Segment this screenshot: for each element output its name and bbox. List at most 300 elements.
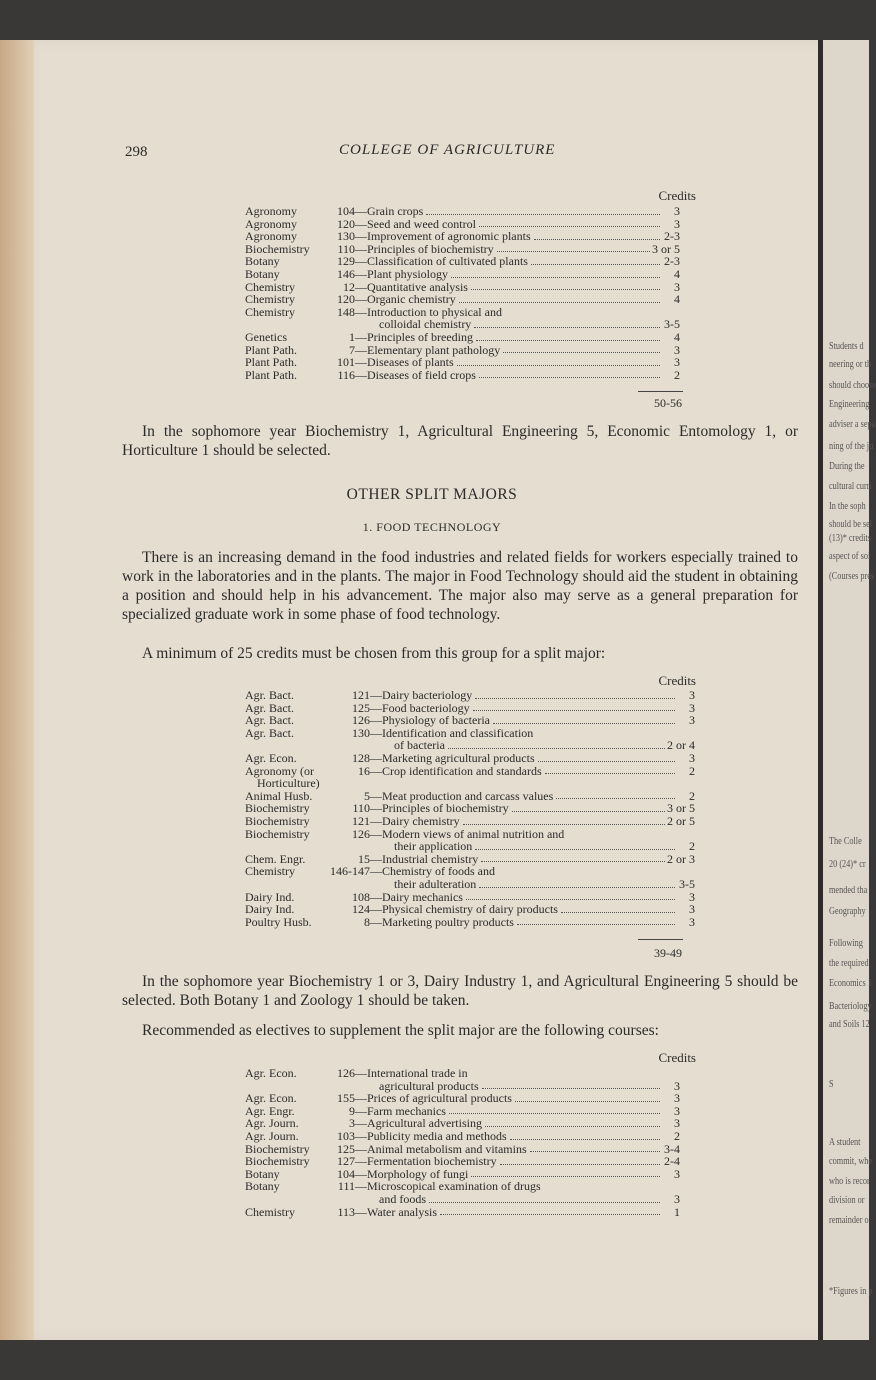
course-number-cell: 155— [337, 1091, 367, 1106]
course-row [245, 1067, 680, 1092]
course-title-continued: agricultural products [379, 1078, 479, 1093]
dot-leader [473, 710, 675, 711]
course-number: 120 [337, 292, 355, 307]
course-credits: 4 [674, 292, 680, 307]
course-credits: 3 [674, 1191, 680, 1206]
course-table-3 [245, 1067, 680, 1218]
department-text: Agronomy [245, 216, 297, 231]
adjacent-page-fragment: Bacteriology [829, 1000, 872, 1012]
department-text-continued: Horticulture) [257, 776, 320, 791]
adjacent-page-fragment: The Colle [829, 835, 862, 847]
course-title: Classification of cultivated plants [367, 254, 528, 269]
course-row [245, 306, 680, 331]
course-number-cell: 110— [337, 241, 367, 256]
course-number: 110 [337, 241, 355, 256]
department-text: Biochemistry [245, 826, 310, 841]
credits-heading-3: Credits [658, 1050, 696, 1065]
course-number: 16 [358, 763, 370, 778]
department-text: Plant Path. [245, 355, 298, 370]
course-department [245, 356, 330, 369]
course-title-line [382, 903, 695, 916]
course-row [245, 828, 695, 853]
dot-leader [471, 1176, 660, 1177]
dot-leader [517, 924, 675, 925]
department-text: Agr. Journ. [245, 1128, 299, 1143]
course-department [245, 714, 330, 727]
dot-leader [479, 887, 675, 888]
course-number: 125 [337, 1141, 355, 1156]
course-number: 104 [337, 1166, 355, 1181]
course-credits: 3 or 5 [667, 801, 695, 816]
department-text: Agronomy [245, 204, 297, 218]
course-description [382, 828, 695, 853]
course-credits: 2 [674, 1128, 680, 1143]
course-title: International trade in [367, 1066, 468, 1080]
course-description [367, 331, 680, 344]
course-title: Agricultural advertising [367, 1116, 482, 1131]
course-title-continued: and foods [379, 1191, 426, 1206]
course-credits: 3 [689, 914, 695, 929]
dot-leader [493, 723, 675, 724]
course-number-cell: 1— [349, 329, 367, 344]
department-text: Plant Path. [245, 342, 298, 357]
course-title: Industrial chemistry [382, 851, 479, 866]
adjacent-page-fragment: ning of the ju [829, 440, 874, 452]
course-credits: 3 [674, 355, 680, 370]
department-text: Agronomy [245, 229, 297, 244]
department-text: Botany [245, 1166, 280, 1181]
course-title: Diseases of field crops [367, 367, 476, 382]
dot-leader [451, 277, 660, 278]
course-title: Water analysis [367, 1204, 438, 1219]
course-title-line [367, 205, 680, 218]
course-row [245, 331, 680, 344]
course-number-cell: 8— [364, 914, 382, 929]
department-text: Chemistry [245, 864, 295, 879]
course-credits: 3 [689, 750, 695, 765]
course-title: Grain crops [367, 204, 424, 218]
course-credits: 3 [674, 279, 680, 294]
course-title-continued: of bacteria [394, 738, 445, 753]
adjacent-page-fragment: should be sel [829, 518, 873, 530]
course-row [245, 1155, 680, 1168]
dot-leader [475, 849, 675, 850]
course-number-cell: 125— [352, 700, 382, 715]
course-credits: 3 [674, 216, 680, 231]
department-text: Biochemistry [245, 801, 310, 816]
course-title: Dairy chemistry [382, 813, 460, 828]
course-description [367, 306, 680, 331]
course-description [367, 1067, 680, 1092]
course-title: Food bacteriology [382, 700, 470, 715]
course-number: 111 [337, 1179, 355, 1194]
course-title: Marketing agricultural products [382, 750, 535, 765]
adjacent-page-fragment: A student [829, 1136, 861, 1148]
course-row [245, 1130, 680, 1143]
dot-leader [561, 912, 675, 913]
course-number: 127 [337, 1154, 355, 1169]
course-title-line [367, 230, 680, 243]
course-row [245, 865, 695, 890]
course-credits: 2 or 5 [667, 813, 695, 828]
course-description [382, 865, 695, 890]
course-number: 116 [337, 367, 355, 382]
course-title: Improvement of agronomic plants [367, 229, 531, 244]
course-credits: 3 [689, 902, 695, 917]
course-title: Diseases of plants [367, 355, 454, 370]
course-number: 126 [352, 826, 370, 841]
course-department [245, 268, 330, 281]
dot-leader [545, 773, 675, 774]
course-number: 15 [358, 851, 370, 866]
department-text: Poultry Husb. [245, 914, 312, 929]
dot-leader [500, 1164, 660, 1165]
department-text: Botany [245, 266, 280, 281]
dot-leader [466, 899, 675, 900]
course-title: Dairy mechanics [382, 889, 463, 904]
dot-leader [448, 748, 665, 749]
course-number: 126 [352, 713, 370, 728]
course-title-line [382, 689, 695, 702]
adjacent-page-fragment: 20 (24)* cr [829, 858, 866, 870]
dot-leader [479, 226, 660, 227]
course-title: Physiology of bacteria [382, 713, 490, 728]
course-number-cell: 111— [337, 1179, 367, 1194]
course-row [245, 268, 680, 281]
department-text: Biochemistry [245, 1141, 310, 1156]
course-department [245, 903, 330, 916]
course-row [245, 255, 680, 268]
dot-leader [459, 302, 660, 303]
course-number-cell: 126— [352, 826, 382, 841]
course-credits: 3 [674, 1091, 680, 1106]
course-row [245, 916, 695, 929]
dot-leader [440, 1214, 660, 1215]
adjacent-page-fragment: Economics 1 [829, 977, 872, 989]
course-number: 126 [337, 1066, 355, 1080]
adjacent-page-fragment: During the [829, 460, 865, 472]
course-credits: 3-4 [664, 1141, 680, 1156]
course-description [382, 916, 695, 929]
adjacent-page-fragment: Following [829, 937, 863, 949]
adjacent-page-fragment: and Soils 12 [829, 1018, 870, 1030]
course-row [245, 281, 680, 294]
course-title-line [382, 815, 695, 828]
course-department [245, 815, 330, 828]
course-credits: 3 [674, 342, 680, 357]
course-title: Marketing poultry products [382, 914, 514, 929]
course-department [245, 1206, 330, 1219]
total-rule-2 [638, 939, 683, 940]
course-title-line [382, 765, 695, 778]
course-department [245, 1155, 330, 1168]
adjacent-page-fragment: neering or th [829, 358, 872, 370]
department-text: Agronomy (or [245, 763, 314, 778]
course-number-cell: 148— [337, 304, 367, 319]
course-credits: 1 [674, 1204, 680, 1219]
course-title-line [367, 268, 680, 281]
total-credits-2: 39-49 [654, 946, 682, 960]
course-number-cell: 103— [337, 1128, 367, 1143]
course-description [367, 1155, 680, 1168]
department-text: Biochemistry [245, 1154, 310, 1169]
course-credits: 3 [689, 713, 695, 728]
course-credits: 3 [674, 1166, 680, 1181]
course-department [245, 331, 330, 344]
adjacent-page-edge [818, 40, 876, 1340]
course-title: Prices of agricultural products [367, 1091, 512, 1106]
course-department [245, 689, 330, 702]
dot-leader [463, 824, 665, 825]
course-title-continued: colloidal chemistry [379, 317, 472, 332]
course-department [245, 916, 330, 929]
dot-leader [457, 365, 660, 366]
course-description [382, 714, 695, 727]
dot-leader [534, 239, 660, 240]
course-description [367, 1206, 680, 1219]
course-number-cell: 101— [337, 355, 367, 370]
course-row [245, 1180, 680, 1205]
dot-leader [497, 251, 650, 252]
adjacent-page-fragment: Engineering [829, 398, 870, 410]
course-credits: 4 [674, 266, 680, 281]
course-description [367, 230, 680, 243]
dot-leader [510, 1139, 660, 1140]
course-title-line [367, 1092, 680, 1105]
course-credits: 3 [674, 1116, 680, 1131]
course-title-line [382, 878, 695, 891]
course-number-cell: 110— [352, 801, 382, 816]
course-credits: 3 [689, 688, 695, 702]
dot-leader [512, 811, 665, 812]
course-number: 8 [364, 914, 370, 929]
department-text: Plant Path. [245, 367, 298, 382]
adjacent-page-fragment: remainder o [829, 1214, 869, 1226]
course-number-cell: 12— [343, 279, 367, 294]
course-title-line [367, 1206, 680, 1219]
course-department [245, 306, 330, 331]
course-description [367, 1092, 680, 1105]
course-number: 7 [349, 342, 355, 357]
course-description [382, 903, 695, 916]
course-number-cell: 108— [352, 889, 382, 904]
adjacent-page-fragment: who is recor [829, 1175, 870, 1187]
course-number-cell: 129— [337, 254, 367, 269]
course-title: Plant physiology [367, 266, 449, 281]
course-title-line [367, 331, 680, 344]
course-department [245, 205, 330, 218]
department-text: Agr. Econ. [245, 1091, 297, 1106]
course-description [382, 727, 695, 752]
paragraph-food-technology: There is an increasing demand in the food industries and related fields for workers especially trained to work in the laboratories and in the plants. The major in Food Technology should aid the student in obtaining a position and should help in his advancement. The major also may serve as a general preparation for specialized graduate work in some phase of food technology. [122, 549, 798, 623]
course-description [367, 1180, 680, 1205]
total-rule [638, 391, 683, 392]
course-title: Fermentation biochemistry [367, 1154, 497, 1169]
course-title-line [367, 1155, 680, 1168]
course-row [245, 1092, 680, 1105]
dot-leader [449, 1113, 660, 1114]
adjacent-page-fragment: In the soph [829, 500, 866, 512]
course-credits: 4 [674, 329, 680, 344]
adjacent-page-fragment: S [829, 1078, 834, 1090]
course-number: 101 [337, 355, 355, 370]
course-row [245, 815, 695, 828]
course-department [245, 369, 330, 382]
adjacent-page-fragment: adviser a sepa [829, 418, 876, 430]
course-number: 130 [337, 229, 355, 244]
course-title: Organic chemistry [367, 292, 456, 307]
course-number-cell: 5— [364, 788, 382, 803]
dot-leader [471, 289, 660, 290]
course-title: Modern views of animal nutrition and [382, 826, 565, 841]
department-text: Agr. Journ. [245, 1116, 299, 1131]
course-number-cell: 104— [337, 1166, 367, 1181]
course-number: 128 [352, 750, 370, 765]
course-number: 130 [352, 725, 370, 740]
course-number-cell: 127— [337, 1154, 367, 1169]
course-row [245, 230, 680, 243]
adjacent-page-fragment: (Courses pres [829, 570, 875, 582]
course-row [245, 802, 695, 815]
course-number-cell: 124— [352, 902, 382, 917]
adjacent-page-fragment: *Figures in p [829, 1285, 873, 1297]
department-text: Biochemistry [245, 813, 310, 828]
course-title: Principles of biochemistry [382, 801, 509, 816]
course-row [245, 727, 695, 752]
course-number-cell: 3— [349, 1116, 367, 1131]
dot-leader [515, 1101, 660, 1102]
course-title: Publicity media and methods [367, 1128, 507, 1143]
course-number: 120 [337, 216, 355, 231]
adjacent-page-fragment: the required [829, 957, 869, 969]
course-number: 113 [337, 1204, 355, 1219]
course-number: 12 [343, 279, 355, 294]
running-header: COLLEGE OF AGRICULTURE [339, 142, 556, 158]
adjacent-page-fragment: cultural curri [829, 480, 872, 492]
course-number-cell: 116— [337, 367, 367, 382]
course-row [245, 356, 680, 369]
course-number: 103 [337, 1128, 355, 1143]
course-title: Quantitative analysis [367, 279, 468, 294]
paragraph-sophomore-1: In the sophomore year Biochemistry 1, Agricultural Engineering 5, Economic Entomology 1, or Horticulture 1 should be selected. [122, 423, 798, 459]
course-number-cell: 113— [337, 1204, 367, 1219]
course-description [382, 765, 695, 790]
adjacent-page-fragment: Students d [829, 340, 864, 352]
course-title-line [367, 293, 680, 306]
course-number: 121 [352, 813, 370, 828]
adjacent-page-fragment: mended tha [829, 884, 868, 896]
course-title-line [382, 840, 695, 853]
course-number: 9 [349, 1103, 355, 1118]
department-text: Agr. Engr. [245, 1103, 295, 1118]
paragraph-minimum-credits: A minimum of 25 credits must be chosen from this group for a split major: [142, 645, 606, 662]
dot-leader [538, 761, 675, 762]
dot-leader [482, 1088, 660, 1089]
course-number-cell: 126— [337, 1066, 367, 1080]
course-number-cell: 9— [349, 1103, 367, 1118]
course-title: Dairy bacteriology [382, 688, 473, 702]
department-text: Chemistry [245, 292, 295, 307]
course-description [382, 815, 695, 828]
course-description [367, 268, 680, 281]
course-number: 121 [352, 688, 370, 702]
paragraph-sophomore-2: In the sophomore year Biochemistry 1 or 3, Dairy Industry 1, and Agricultural Engineering 5 should be selected. Both Botany 1 and Zoology 1 should be taken. [122, 973, 798, 1009]
course-title-continued: their adulteration [394, 876, 477, 891]
dot-leader [531, 264, 660, 265]
course-number-cell: 104— [337, 204, 367, 218]
course-credits: 3-5 [664, 317, 680, 332]
course-credits: 3 [674, 1078, 680, 1093]
dot-leader [556, 798, 675, 799]
course-title: Animal metabolism and vitamins [367, 1141, 527, 1156]
course-credits: 2 [689, 763, 695, 778]
course-credits: 3 [674, 204, 680, 218]
course-credits: 2 or 4 [667, 738, 695, 753]
course-title: Crop identification and standards [382, 763, 542, 778]
page-number: 298 [125, 144, 148, 160]
course-department [245, 752, 330, 765]
course-description [367, 293, 680, 306]
course-title: Chemistry of foods and [382, 864, 495, 879]
dot-leader [530, 1151, 660, 1152]
course-number-cell: 16— [358, 763, 382, 778]
credits-heading: Credits [658, 188, 696, 203]
course-title: Seed and weed control [367, 216, 476, 231]
course-row [245, 344, 680, 357]
course-description [367, 205, 680, 218]
course-department [245, 1067, 330, 1092]
dot-leader [429, 1202, 660, 1203]
course-number: 146-147 [330, 864, 370, 879]
course-number: 1 [349, 329, 355, 344]
course-credits: 2-3 [664, 229, 680, 244]
course-credits: 2 or 3 [667, 851, 695, 866]
course-title-line [367, 356, 680, 369]
course-row [245, 369, 680, 382]
course-credits: 3 [674, 1103, 680, 1118]
course-number: 5 [364, 788, 370, 803]
course-row [245, 714, 695, 727]
dot-leader [479, 377, 660, 378]
department-text: Agr. Bact. [245, 688, 294, 702]
course-row [245, 689, 695, 702]
course-credits: 2 [689, 788, 695, 803]
course-number-cell: 130— [337, 229, 367, 244]
course-credits: 3 [689, 700, 695, 715]
course-table-2 [245, 689, 695, 928]
course-number: 3 [349, 1116, 355, 1131]
course-number: 155 [337, 1091, 355, 1106]
course-department [245, 1180, 330, 1205]
course-credits: 2 [689, 839, 695, 854]
course-row [245, 765, 695, 790]
course-description [367, 369, 680, 382]
course-number-cell: 126— [352, 713, 382, 728]
course-number: 146 [337, 266, 355, 281]
course-number-cell: 15— [358, 851, 382, 866]
course-title-line [382, 916, 695, 929]
course-title-continued: their application [394, 839, 473, 854]
credits-heading-2: Credits [658, 673, 696, 688]
course-row [245, 752, 695, 765]
adjacent-page-fragment: commit, whe [829, 1155, 873, 1167]
course-title: Identification and classification [382, 725, 534, 740]
department-text: Dairy Ind. [245, 902, 295, 917]
department-text: Agr. Bact. [245, 725, 294, 740]
course-title: Meat production and carcass values [382, 788, 554, 803]
course-title-line [382, 714, 695, 727]
course-number-cell: 120— [337, 216, 367, 231]
